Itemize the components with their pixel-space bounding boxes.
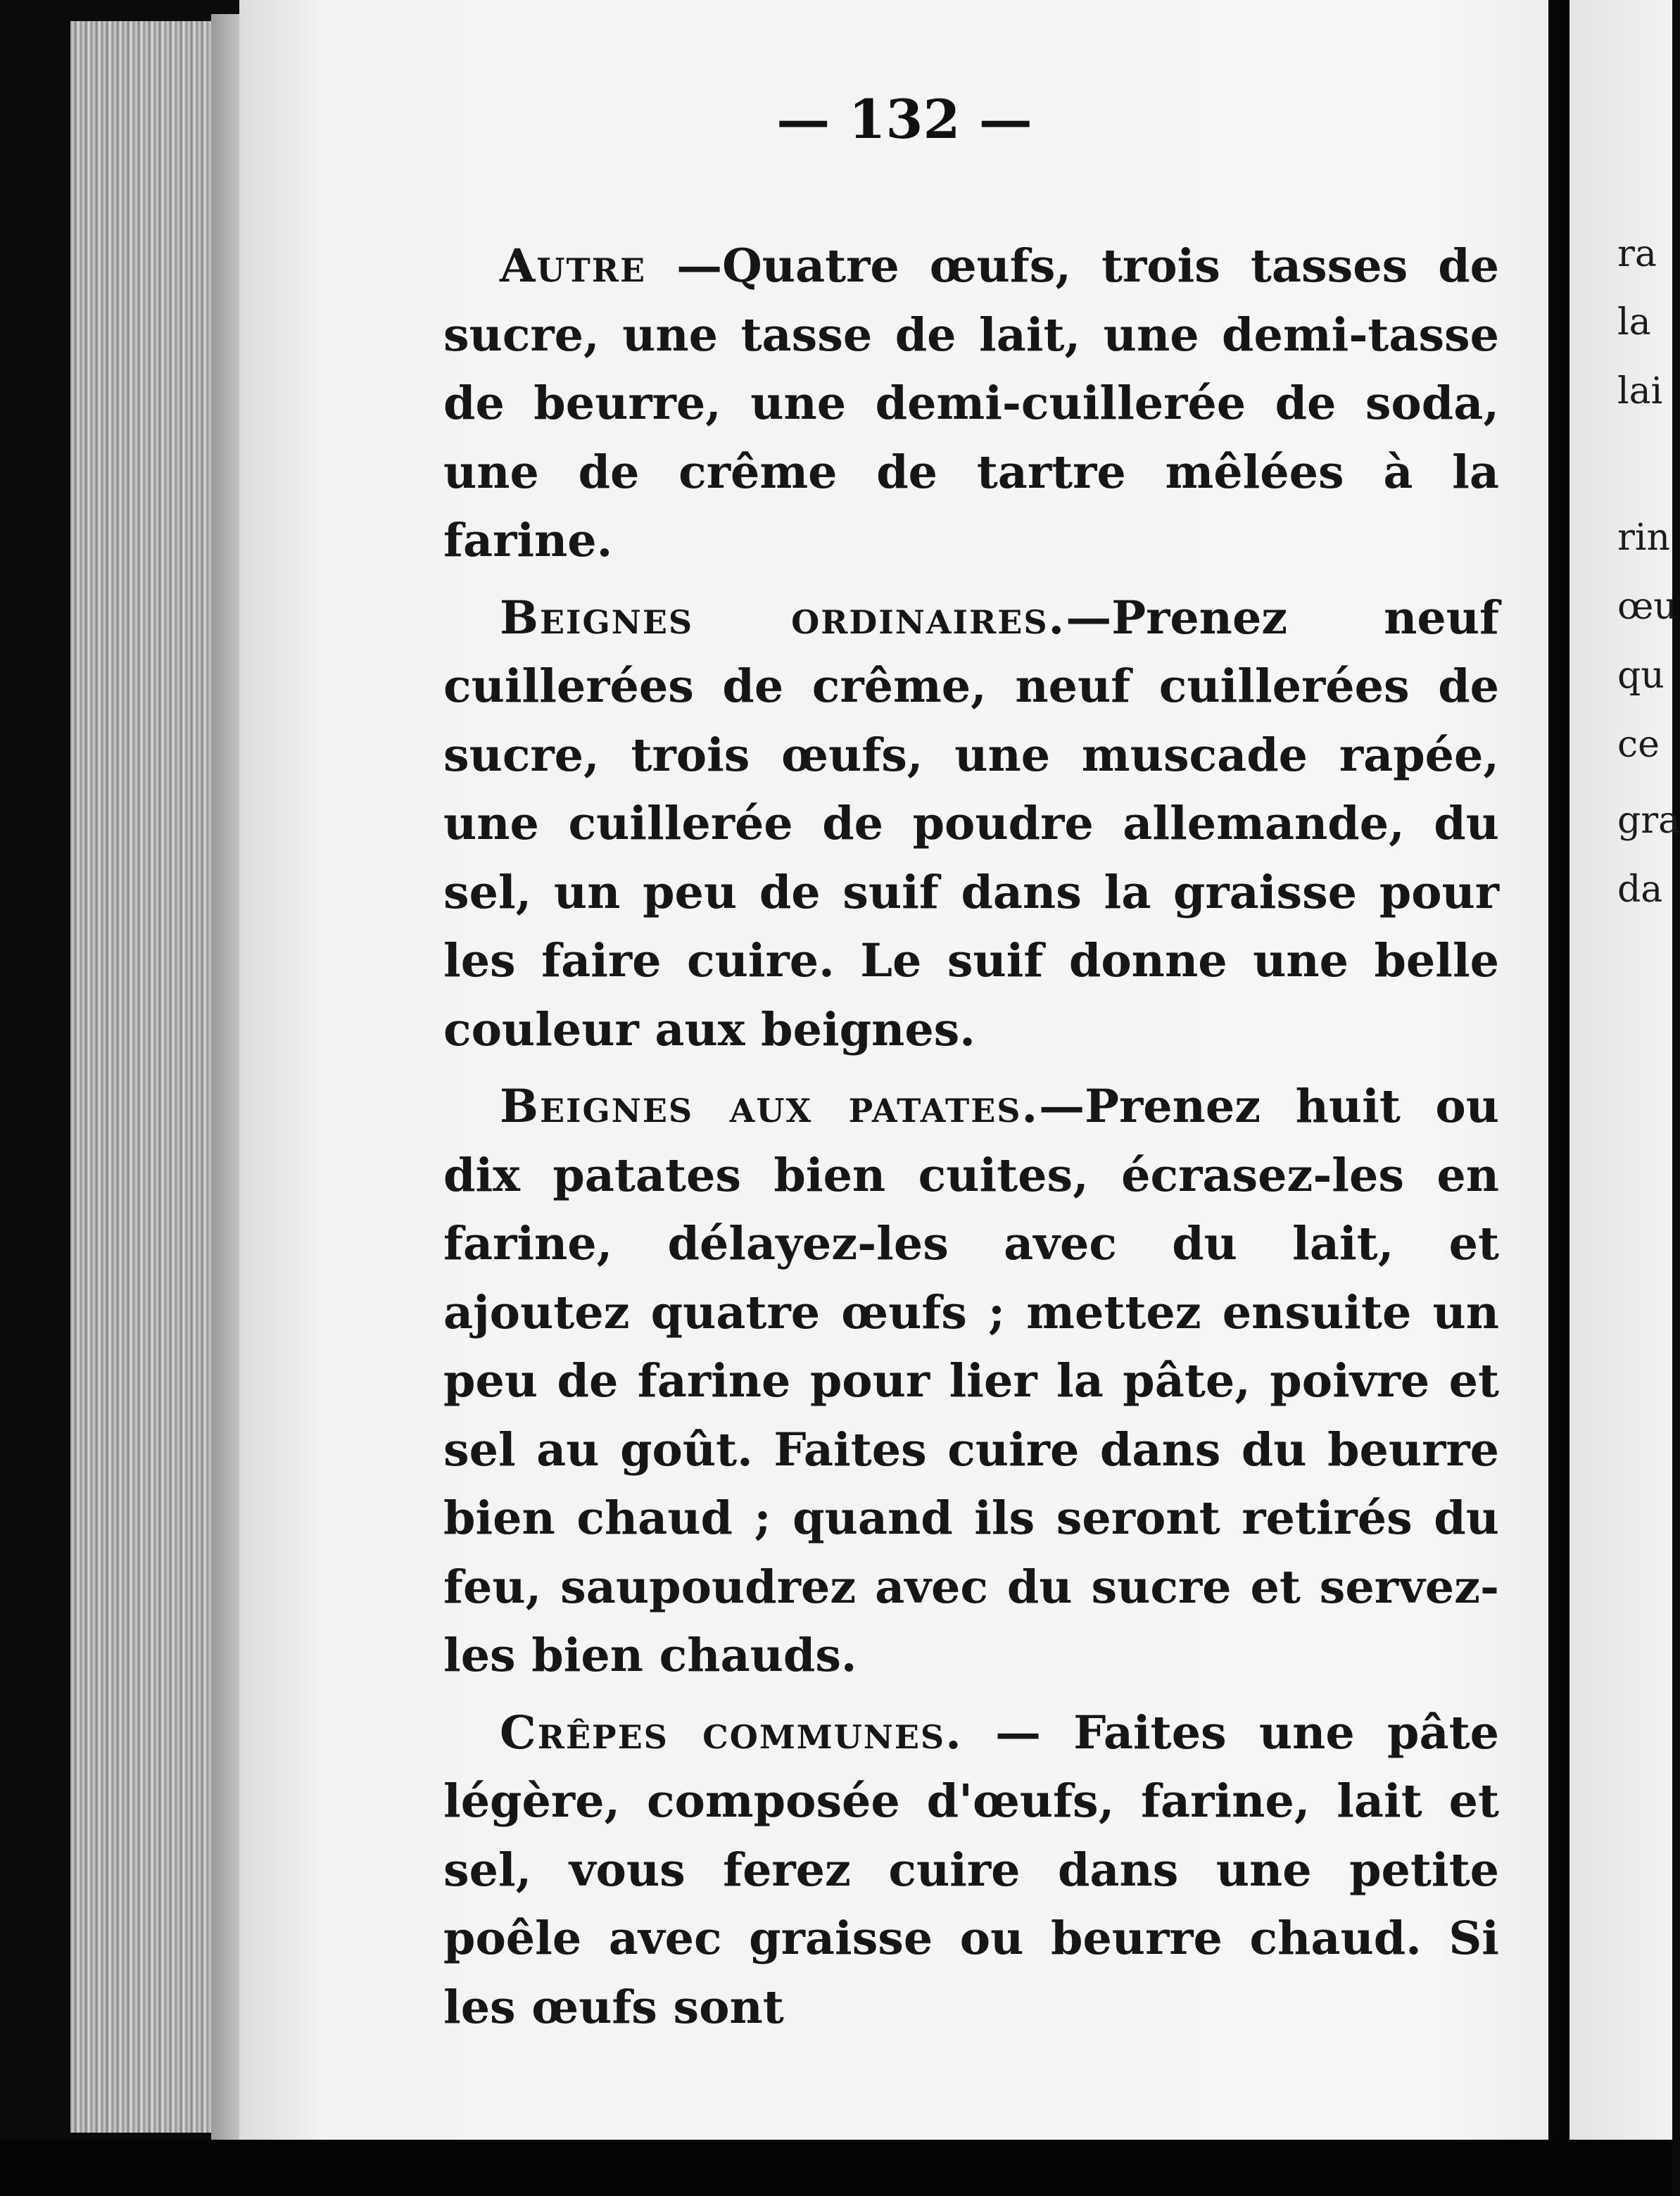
recipe-heading: Crêpes communes.	[500, 1705, 963, 1760]
recipe-heading: Beignes ordinaires.	[500, 591, 1066, 645]
book-gutter	[1548, 0, 1570, 2140]
recipe-autre	[443, 232, 1499, 576]
recipe-body: —Prenez neuf cuillerées de crême, neuf cuillerées de sucre, trois œufs, une muscade rapée, une cuillerée de poudre allemande, du sel, un peu de suif dans la graisse pour les faire cuire. Le suif donne une belle couleur aux beignes.	[443, 591, 1499, 1056]
facing-page-fragment: la	[1617, 301, 1651, 343]
recipe-beignes-ordinaires	[443, 584, 1499, 1065]
facing-page	[1570, 0, 1680, 2140]
book-page	[239, 0, 1548, 2140]
page-text	[443, 232, 1499, 2050]
recipe-heading: Autre	[500, 239, 647, 293]
facing-page-fragment: rin	[1617, 517, 1670, 559]
page-number: — 132 —	[776, 88, 1032, 151]
recipe-body: — Faites une pâte légère, composée d'œufs, farine, lait et sel, vous ferez cuire dans une petite poêle avec graisse ou beurre chaud. Si les œufs sont	[443, 1705, 1499, 2034]
facing-page-fragment: qu	[1617, 655, 1665, 697]
scan-bottom-border	[0, 2140, 1672, 2196]
facing-page-fragment: œu	[1617, 586, 1677, 628]
recipe-body: —Quatre œufs, trois tasses de sucre, une tasse de lait, une demi-tasse de beurre, une demi-cuillerée de soda, une de crême de tartre mêlées à la farine.	[443, 239, 1499, 567]
facing-page-fragment: da	[1617, 869, 1663, 911]
facing-page-fragment: ce	[1617, 724, 1660, 766]
facing-page-fragment: lai	[1617, 370, 1663, 412]
recipe-heading: Beignes aux patates.	[500, 1080, 1040, 1133]
facing-page-fragment: gra	[1617, 800, 1680, 842]
recipe-body: —Prenez huit ou dix patates bien cuites, écrasez-les en farine, délayez-les avec du lait, et ajoutez quatre œufs ; mettez ensuite un peu de farine pour lier la pâte, poivre et sel au goût. Faites cuire dans du beurre bien chaud ; quand ils seront retirés du feu, saupoudrez avec du sucre et servez-les bien chauds.	[443, 1080, 1499, 1682]
recipe-beignes-aux-patates	[443, 1073, 1499, 1691]
recipe-crepes-communes	[443, 1699, 1499, 2043]
facing-page-fragment: ra	[1617, 233, 1657, 275]
